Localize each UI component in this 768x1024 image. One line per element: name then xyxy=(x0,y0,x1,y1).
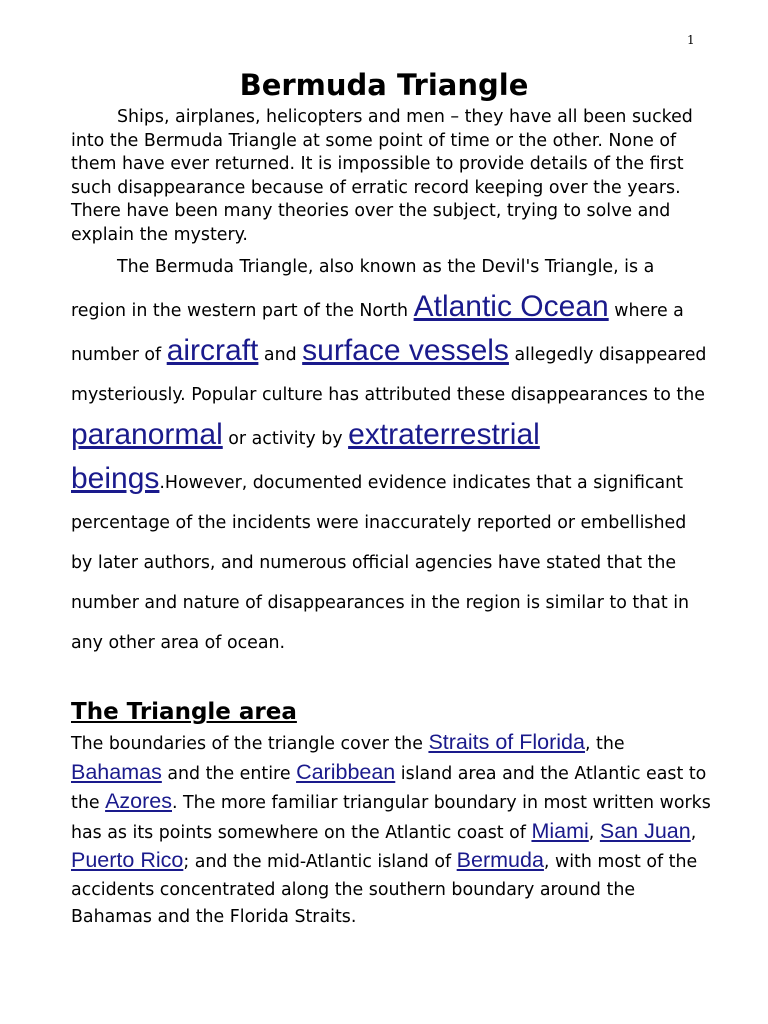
definition-text-4: allegedly disappeared mysteriously. Popular culture has attributed these disappearances to the xyxy=(71,345,707,405)
area-text-3: and the entire xyxy=(161,763,297,784)
section-heading-triangle-area: The Triangle area xyxy=(71,699,297,725)
area-text-8: ; and the mid-Atlantic island of xyxy=(183,852,457,872)
area-text-5: . The more familiar triangular boundary in most written works has as its points somewhere on the Atlantic coast of xyxy=(71,793,711,843)
area-text-6: , xyxy=(588,822,600,843)
definition-text-2: where a number of xyxy=(71,301,684,365)
document-body xyxy=(71,106,711,932)
definition-text-3: and xyxy=(258,345,303,365)
area-text-4: island area and the Atlantic east to the xyxy=(71,763,707,813)
link-san-juan[interactable]: San Juan xyxy=(599,818,691,843)
area-text-9: , with most of the accidents concentrated along the southern boundary around the Bahamas and the Florida Straits. xyxy=(71,852,698,927)
definition-text-6: .However, documented evidence indicates that a significant percentage of the incidents were inaccurately reported or embellished by later authors, and numerous official agencies have stated that the number and nature of disappearances in the region is similar to that in any other area of ocean. xyxy=(71,473,690,653)
area-text-1: The boundaries of the triangle cover the xyxy=(71,734,429,754)
link-extraterrestrial-beings[interactable]: extraterrestrial beings xyxy=(71,418,540,495)
link-bermuda[interactable]: Bermuda xyxy=(456,848,544,872)
link-caribbean[interactable]: Caribbean xyxy=(296,759,396,784)
area-text-2: , the xyxy=(584,734,625,754)
intro-paragraph: Ships, airplanes, helicopters and men – they have all been sucked into the Bermuda Triangle at some point of time or the other. None of them have ever returned. It is impossible to provide details of the first such disappearance because of erratic record keeping over the years. There have been many theories over the subject, trying to solve and explain the mystery. xyxy=(71,107,693,245)
link-surface-vessels[interactable]: surface vessels xyxy=(302,334,509,367)
link-aircraft[interactable]: aircraft xyxy=(166,334,259,367)
triangle-area-paragraph xyxy=(71,729,711,932)
page-number: 1 xyxy=(687,33,695,47)
definition-text-1: The Bermuda Triangle, also known as the Devil's Triangle, is a region in the western part of the North xyxy=(71,257,655,321)
definition-paragraph xyxy=(71,247,711,663)
link-straits-of-florida[interactable]: Straits of Florida xyxy=(428,730,585,754)
area-text-7: , xyxy=(690,822,697,843)
link-puerto-rico[interactable]: Puerto Rico xyxy=(71,848,184,872)
definition-text-5: or activity by xyxy=(222,429,349,449)
link-atlantic-ocean[interactable]: Atlantic Ocean xyxy=(413,290,609,323)
page-title: Bermuda Triangle xyxy=(239,68,529,102)
link-azores[interactable]: Azores xyxy=(105,789,172,813)
link-paranormal[interactable]: paranormal xyxy=(71,418,223,451)
link-bahamas[interactable]: Bahamas xyxy=(71,759,162,784)
link-miami[interactable]: Miami xyxy=(531,818,589,843)
